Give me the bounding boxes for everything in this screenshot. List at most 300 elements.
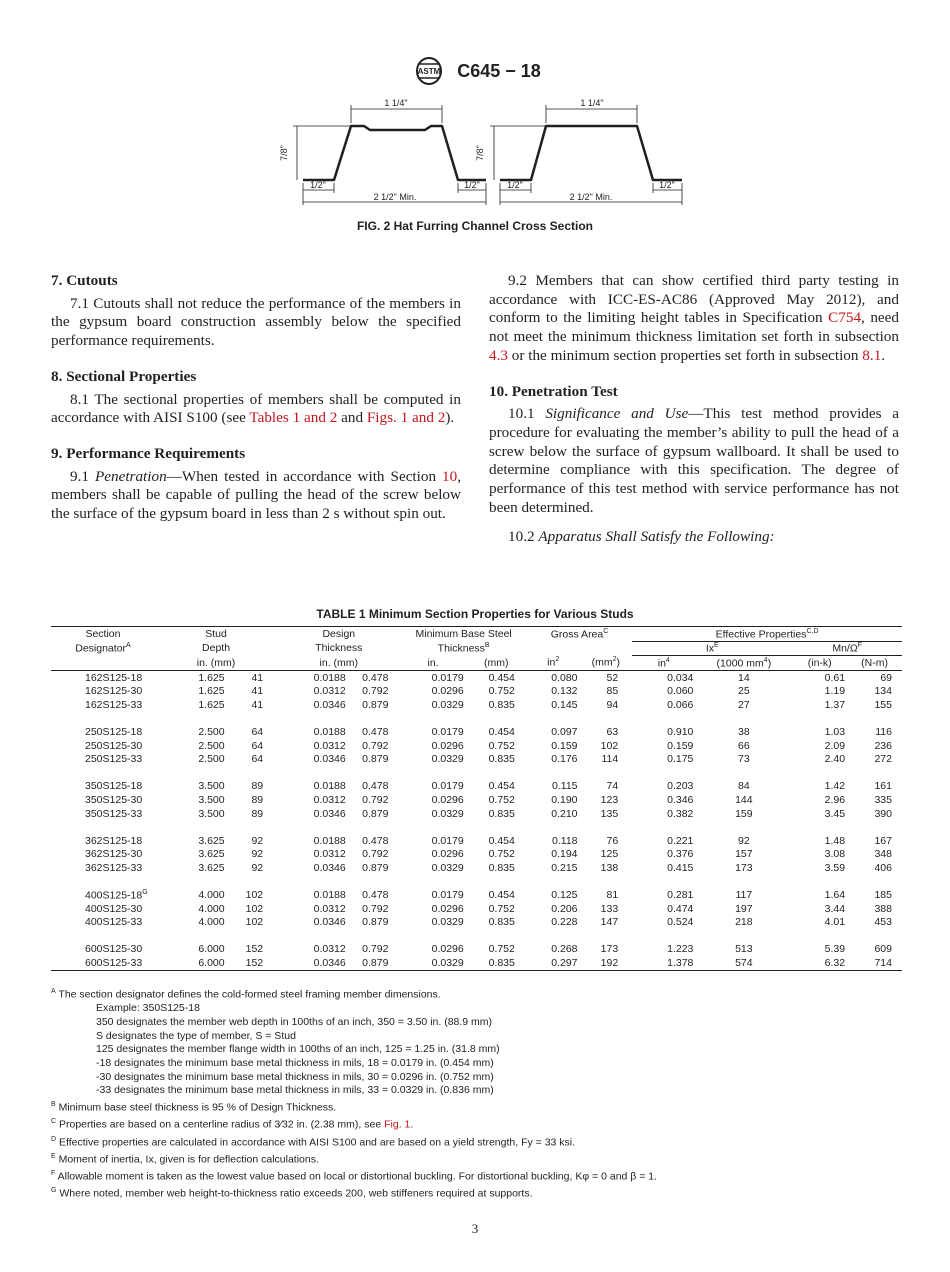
table-cell: 250S125-33 bbox=[85, 753, 143, 766]
table-cell: 69 bbox=[880, 671, 892, 684]
footnote-a-example-2: S designates the type of member, S = Stud bbox=[96, 1029, 296, 1042]
table-cell: 0.0296 bbox=[431, 902, 464, 915]
table-cell: 0.0312 bbox=[313, 685, 346, 698]
table-cell: 92 bbox=[738, 834, 750, 847]
table-cell: 66 bbox=[738, 739, 750, 752]
table-cell: 453 bbox=[874, 916, 892, 929]
table-row bbox=[51, 807, 902, 821]
table-cell: 0.0296 bbox=[431, 793, 464, 806]
table-cell: 1.42 bbox=[824, 780, 846, 793]
table-cell: 0.0188 bbox=[313, 780, 346, 793]
table-cell: 0.478 bbox=[362, 671, 389, 684]
table-cell: 0.268 bbox=[551, 943, 578, 956]
table-cell: 1.03 bbox=[824, 725, 846, 738]
table-cell: 0.0188 bbox=[313, 725, 346, 738]
table-cell: 102 bbox=[600, 739, 619, 752]
table-cell: 1.37 bbox=[824, 698, 846, 711]
table-cell: 362S125-18 bbox=[85, 834, 143, 847]
table-cell: 3.08 bbox=[824, 848, 846, 861]
footnote-g: $^G$ Where noted, member web height-to-thickness ratio exceeds 200, web stiffeners required at supports. bbox=[51, 1187, 533, 1200]
section-10-title: 10. Penetration Test bbox=[489, 382, 618, 400]
section-8-title: 8. Sectional Properties bbox=[51, 367, 197, 385]
table-cell: 406 bbox=[874, 861, 892, 874]
table-cell: 218 bbox=[735, 916, 753, 929]
table-cell: 0.176 bbox=[551, 753, 578, 766]
table-row bbox=[51, 793, 902, 807]
table-cell: 0.879 bbox=[362, 698, 389, 711]
table-cell: 0.478 bbox=[362, 725, 389, 738]
table-cell: 2.500 bbox=[198, 725, 225, 738]
table-cell: 0.118 bbox=[552, 834, 578, 847]
table-cell: 89 bbox=[251, 780, 264, 793]
table-cell: 0.0188 bbox=[313, 834, 346, 847]
table-cell: 0.752 bbox=[488, 848, 515, 861]
table-cell: 173 bbox=[600, 943, 619, 956]
table-row bbox=[51, 861, 902, 875]
table-cell: 0.0346 bbox=[313, 861, 346, 874]
table-row bbox=[51, 915, 902, 929]
table-cell: 0.115 bbox=[552, 780, 578, 793]
dim-base-right: 2 1/2" Min. bbox=[569, 192, 613, 202]
table-row bbox=[51, 888, 902, 902]
table-footnotes bbox=[51, 985, 911, 1201]
table-cell: 1.64 bbox=[824, 889, 846, 902]
table-cell: 102 bbox=[245, 916, 264, 929]
table-cell: 4.000 bbox=[198, 889, 225, 902]
table-cell: 41 bbox=[251, 671, 264, 684]
group-spacer bbox=[51, 929, 902, 943]
table-cell: 144 bbox=[735, 793, 753, 806]
table-cell: 0.752 bbox=[488, 902, 515, 915]
table-cell: 167 bbox=[874, 834, 892, 847]
table-cell: 0.0179 bbox=[431, 780, 464, 793]
table-cell: 3.625 bbox=[198, 848, 225, 861]
table-cell: 133 bbox=[600, 902, 619, 915]
table-cell: 0.792 bbox=[362, 902, 389, 915]
table-cell: 192 bbox=[580, 956, 633, 970]
group-spacer bbox=[51, 766, 902, 780]
table-cell: 0.792 bbox=[362, 793, 389, 806]
page-number: 3 bbox=[471, 1221, 479, 1236]
para-10-2: 10.2 Apparatus Shall Satisfy the Following: bbox=[508, 528, 775, 546]
table-cell: $400S125-18^G$ bbox=[85, 888, 148, 902]
row-footnote-mark: G bbox=[142, 888, 148, 896]
table-cell: 0.125 bbox=[551, 889, 578, 902]
link-fig-1[interactable]: Fig. 1 bbox=[384, 1118, 411, 1131]
table-row bbox=[51, 834, 902, 848]
table-cell: 2.40 bbox=[824, 753, 846, 766]
footnote-a-example-4: -18 designates the minimum base metal thickness in mils, 18 = 0.0179 in. (0.454 mm) bbox=[96, 1057, 494, 1070]
astm-logo-icon bbox=[409, 56, 449, 86]
table-cell: 162S125-33 bbox=[85, 698, 143, 711]
table-row bbox=[51, 902, 902, 916]
table-cell: 0.281 bbox=[667, 889, 694, 902]
table-cell: 0.478 bbox=[362, 889, 389, 902]
table-cell: 0.792 bbox=[362, 943, 389, 956]
table-cell: 0.203 bbox=[667, 780, 694, 793]
table-cell: 0.190 bbox=[551, 793, 578, 806]
table-cell: 0.879 bbox=[348, 956, 401, 970]
table-cell: 0.175 bbox=[667, 753, 694, 766]
link-subsection-8-1[interactable]: 8.1 bbox=[862, 346, 882, 364]
table-cell: 0.454 bbox=[488, 671, 515, 684]
footnote-d: $^D$ Effective properties are calculated in accordance with AISI S100 and are based on a yield strength, Fy = 33 ksi. bbox=[51, 1135, 576, 1149]
table-cell: 0.474 bbox=[667, 902, 694, 915]
table-cell: 0.835 bbox=[488, 916, 515, 929]
table-cell: 714 bbox=[847, 956, 902, 970]
table-cell: 138 bbox=[600, 861, 619, 874]
table-cell: 64 bbox=[251, 739, 264, 752]
table-cell: 0.835 bbox=[466, 956, 527, 970]
svg-text:ASTM: ASTM bbox=[417, 67, 441, 76]
table-cell: 4.000 bbox=[198, 902, 225, 915]
table-cell: 350S125-18 bbox=[85, 780, 143, 793]
table-cell: 84 bbox=[738, 780, 750, 793]
table-cell: 89 bbox=[251, 807, 264, 820]
table-cell: 0.228 bbox=[551, 916, 578, 929]
table-cell: 3.625 bbox=[198, 834, 225, 847]
table-cell: 0.0329 bbox=[431, 753, 464, 766]
table-cell: 162S125-30 bbox=[85, 685, 143, 698]
table-cell: 0.835 bbox=[488, 861, 515, 874]
table-cell: 272 bbox=[874, 753, 892, 766]
footnote-a-example-1: 350 designates the member web depth in 100ths of an inch, 350 = 3.50 in. (88.9 mm) bbox=[96, 1015, 493, 1028]
table-cell: 0.752 bbox=[488, 943, 515, 956]
table-row bbox=[51, 698, 902, 712]
table-cell: 152 bbox=[227, 956, 278, 970]
table-cell: 0.0312 bbox=[313, 902, 346, 915]
table-cell: 0.145 bbox=[551, 698, 578, 711]
table-cell: 92 bbox=[251, 861, 264, 874]
para-7-1: 7.1 Cutouts shall not reduce the performance of the members in the gypsum board construction assembly below the specified performance requirements. bbox=[51, 294, 461, 350]
table-cell: 0.478 bbox=[362, 780, 389, 793]
table-cell: 92 bbox=[251, 848, 264, 861]
table-cell: 2.96 bbox=[824, 793, 846, 806]
table-cell: 0.415 bbox=[667, 861, 694, 874]
table-header: Section Stud Design Minimum Base Steel Gross Area$^C$ Effective Properties$^{C,D}$ Designator$^A$ Depth Thickness Thickness$^B$ $Ix^E$ $Mn/\Omega^F$ in. (mm) in. (mm) in. (mm) $in^2$ $(mm^2)$ $in^4$ (1000 $mm^4$) (in-k) (N-m) bbox=[51, 627, 902, 671]
table-cell: 1.625 bbox=[198, 685, 225, 698]
group-spacer bbox=[51, 712, 902, 726]
table-cell: 25 bbox=[738, 685, 750, 698]
table-cell: 3.59 bbox=[824, 861, 846, 874]
section-7-title: 7. Cutouts bbox=[51, 272, 118, 289]
table-cell: 0.752 bbox=[488, 685, 515, 698]
table-cell: 197 bbox=[735, 902, 753, 915]
table-cell: 0.0346 bbox=[313, 698, 346, 711]
dim-flange-left-1: 1/2" bbox=[310, 180, 326, 190]
table-cell: 89 bbox=[251, 793, 264, 806]
table-cell: 3.500 bbox=[198, 780, 225, 793]
table-cell: 152 bbox=[245, 943, 264, 956]
table-cell: 1.625 bbox=[198, 671, 225, 684]
table-cell: 4.01 bbox=[824, 916, 846, 929]
table-cell: 348 bbox=[874, 848, 892, 861]
figure-caption: FIG. 2 Hat Furring Channel Cross Section bbox=[356, 219, 594, 233]
table-cell: 236 bbox=[874, 739, 892, 752]
table-cell: 3.500 bbox=[198, 793, 225, 806]
table-cell: 3.44 bbox=[824, 902, 846, 915]
table-cell: 64 bbox=[251, 753, 264, 766]
table-cell: 76 bbox=[606, 834, 619, 847]
table-cell: 0.0312 bbox=[313, 739, 346, 752]
table-cell: 0.454 bbox=[488, 834, 515, 847]
table-cell: 0.792 bbox=[362, 848, 389, 861]
table-cell: 1.625 bbox=[198, 698, 225, 711]
table-cell: 0.0296 bbox=[431, 739, 464, 752]
table-cell: 0.0346 bbox=[313, 916, 346, 929]
table-cell: 0.0188 bbox=[313, 889, 346, 902]
table-cell: 0.0179 bbox=[431, 834, 464, 847]
table-cell: 41 bbox=[251, 698, 264, 711]
table-cell: 134 bbox=[874, 685, 892, 698]
dim-top-left: 1 1/4" bbox=[384, 98, 408, 108]
table-cell: 0.835 bbox=[488, 698, 515, 711]
table-cell: 2.09 bbox=[824, 739, 846, 752]
table-cell: 0.835 bbox=[488, 753, 515, 766]
link-tables-1-2[interactable]: Tables 1 and 2 bbox=[249, 409, 338, 427]
table-cell: 0.0312 bbox=[313, 793, 346, 806]
table-cell: 0.0179 bbox=[431, 889, 464, 902]
footnote-a-example-6: -33 designates the minimum base metal thickness in mils, 33 = 0.0329 in. (0.836 mm) bbox=[96, 1084, 494, 1097]
standard-designation: C645 − 18 bbox=[457, 60, 541, 81]
table-cell: 0.159 bbox=[667, 739, 694, 752]
link-figs-1-2[interactable]: Figs. 1 and 2 bbox=[366, 409, 446, 427]
table-cell: 157 bbox=[735, 848, 753, 861]
table-cell: 0.0329 bbox=[431, 698, 464, 711]
table-cell: 116 bbox=[875, 725, 892, 738]
table-cell: 0.0346 bbox=[277, 956, 348, 970]
group-spacer bbox=[51, 875, 902, 889]
table-cell: 0.0346 bbox=[313, 807, 346, 820]
table-cell: 0.080 bbox=[551, 671, 578, 684]
table-cell: 0.454 bbox=[488, 725, 515, 738]
table-cell: 3.500 bbox=[198, 807, 225, 820]
link-section-10[interactable]: 10 bbox=[442, 467, 458, 485]
table-cell: 3.45 bbox=[824, 807, 846, 820]
table-cell: 0.060 bbox=[667, 685, 694, 698]
table-cell: 0.297 bbox=[527, 956, 580, 970]
table-cell: 0.0188 bbox=[313, 671, 346, 684]
table-cell: 0.835 bbox=[488, 807, 515, 820]
table-cell: 185 bbox=[874, 889, 892, 902]
para-8-1: 8.1 The sectional properties of members shall be computed in accordance with AISI S100 (see Tables 1 and 2 and Figs. 1 and 2). bbox=[51, 390, 461, 427]
table-row bbox=[51, 670, 902, 684]
table-cell: 0.221 bbox=[667, 834, 694, 847]
table-cell: 0.61 bbox=[824, 671, 846, 684]
table-cell: 0.0296 bbox=[431, 685, 464, 698]
table-cell: 0.0312 bbox=[313, 848, 346, 861]
table-cell: 0.066 bbox=[667, 698, 694, 711]
table-cell: 350S125-33 bbox=[85, 807, 143, 820]
table-cell: 0.752 bbox=[488, 739, 515, 752]
table-cell: 74 bbox=[606, 780, 619, 793]
table-cell: 0.132 bbox=[551, 685, 578, 698]
table-cell: 41 bbox=[251, 685, 264, 698]
right-column bbox=[489, 272, 899, 558]
footnote-a-example-0: Example: 350S125-18 bbox=[96, 1002, 200, 1015]
table-cell: 609 bbox=[874, 943, 892, 956]
table-cell: 362S125-30 bbox=[85, 848, 143, 861]
table-cell: 73 bbox=[738, 753, 750, 766]
table-cell: 335 bbox=[874, 793, 892, 806]
table-cell: 114 bbox=[601, 753, 619, 766]
table-cell: 0.792 bbox=[362, 685, 389, 698]
table-cell: 3.625 bbox=[198, 861, 225, 874]
table-cell: 81 bbox=[606, 889, 619, 902]
footnote-a-example-5: -30 designates the minimum base metal thickness in mils, 30 = 0.0296 in. (0.752 mm) bbox=[96, 1070, 494, 1083]
table-cell: 1.223 bbox=[667, 943, 694, 956]
table-cell: 250S125-18 bbox=[85, 725, 143, 738]
dim-top-right: 1 1/4" bbox=[580, 98, 604, 108]
table-cell: 388 bbox=[874, 902, 892, 915]
footnote-a: $^A$ The section designator defines the cold-formed steel framing member dimensions. bbox=[51, 988, 441, 1001]
table-cell: 0.034 bbox=[667, 671, 694, 684]
dim-flange-right-1: 1/2" bbox=[507, 180, 523, 190]
table-cell: 0.346 bbox=[667, 793, 694, 806]
table-cell: 400S125-33 bbox=[85, 916, 143, 929]
table-cell: 1.48 bbox=[824, 834, 846, 847]
table-cell: 513 bbox=[735, 943, 753, 956]
table-cell: 0.382 bbox=[667, 807, 694, 820]
table-cell: 0.0346 bbox=[313, 753, 346, 766]
para-9-2: 9.2 Members that can show certified third party testing in accordance with ICC-ES-AC86 (Approved May 2012), and conform to the limiting height tables in Specification C754, need not meet the minimum thickness limitation set forth in subsection 4.3 or the minimum section properties set forth in subsection 8.1. bbox=[489, 272, 899, 364]
table-cell: 600S125-33 bbox=[51, 956, 155, 970]
footnote-b: $^B$ Minimum base steel thickness is 95 % of Design Thickness. bbox=[51, 1101, 337, 1114]
table-cell: 161 bbox=[874, 780, 892, 793]
table-cell: 0.792 bbox=[362, 739, 389, 752]
table-cell: 1.19 bbox=[824, 685, 846, 698]
table-row bbox=[51, 739, 902, 753]
table-cell: 162S125-18 bbox=[85, 671, 143, 684]
table-row bbox=[51, 780, 902, 794]
table-cell: 147 bbox=[600, 916, 619, 929]
table-cell: 0.478 bbox=[362, 834, 389, 847]
table-cell: 0.879 bbox=[362, 861, 389, 874]
table-cell: 63 bbox=[606, 725, 619, 738]
table-cell: 85 bbox=[606, 685, 619, 698]
table-cell: 2.500 bbox=[198, 739, 225, 752]
dim-flange-left-2: 1/2" bbox=[464, 180, 480, 190]
table-cell: 0.454 bbox=[488, 780, 515, 793]
table-row bbox=[51, 943, 902, 957]
table-cell: 94 bbox=[606, 698, 619, 711]
footnote-a-example-3: 125 designates the member flange width in 100ths of an inch, 125 = 1.25 in. (31.8 mm) bbox=[96, 1043, 500, 1056]
table-row bbox=[51, 684, 902, 698]
page-header bbox=[0, 56, 950, 86]
footnote-c: $^C$ Properties are based on a centerline radius of 3⁄32 in. (2.38 mm), see Fig. 1. bbox=[51, 1118, 414, 1131]
table-cell: 0.752 bbox=[488, 793, 515, 806]
table-caption: TABLE 1 Minimum Section Properties for Various Studs bbox=[316, 607, 634, 621]
section-9-title: 9. Performance Requirements bbox=[51, 444, 246, 462]
table-cell: 0.0329 bbox=[400, 956, 465, 970]
table-cell: 14 bbox=[738, 671, 750, 684]
dim-base-left: 2 1/2" Min. bbox=[373, 192, 417, 202]
table-cell: 125 bbox=[600, 848, 619, 861]
table-row bbox=[51, 725, 902, 739]
hat-channel-figure bbox=[270, 95, 690, 213]
table-cell: 92 bbox=[251, 834, 264, 847]
table-cell: 0.159 bbox=[551, 739, 578, 752]
table-cell: 0.454 bbox=[488, 889, 515, 902]
link-c754[interactable]: C754 bbox=[828, 309, 862, 327]
table-cell: 52 bbox=[606, 671, 619, 684]
table-cell: 0.0329 bbox=[431, 916, 464, 929]
table-cell: 0.215 bbox=[551, 861, 578, 874]
footnote-e: $^E$ Moment of inertia, Ix, given is for deflection calculations. bbox=[51, 1152, 319, 1166]
table-cell: 250S125-30 bbox=[85, 739, 143, 752]
table-cell: 159 bbox=[735, 807, 753, 820]
table-cell: 0.524 bbox=[667, 916, 694, 929]
min-section-properties-table bbox=[51, 626, 902, 971]
table-cell: 400S125-30 bbox=[85, 902, 143, 915]
table-cell: 600S125-30 bbox=[85, 943, 143, 956]
table-cell: 0.376 bbox=[667, 848, 694, 861]
para-10-1: 10.1 Significance and Use—This test method provides a procedure for evaluating the member’s ability to pull the head of a screw below the surface of gypsum wallboard. It shall be used to determine compliance with this specification. The degree of performance of this test method with service performance has not been determined. bbox=[489, 405, 899, 516]
para-9-1: 9.1 Penetration—When tested in accordance with Section 10, members shall be capable of pulling the head of the screw below the surface of the gypsum board in less than 2 s without spin out. bbox=[51, 467, 462, 523]
table-cell: 173 bbox=[735, 861, 753, 874]
table-cell: 102 bbox=[245, 902, 264, 915]
table-cell: 135 bbox=[600, 807, 619, 820]
footnote-f: $^F$ Allowable moment is taken as the lowest value based on local or distortional buckling. For distortional buckling, Kφ = 0 and β = 1. bbox=[51, 1169, 658, 1183]
table-cell: 117 bbox=[735, 889, 753, 902]
table-cell: 0.097 bbox=[551, 725, 578, 738]
table-cell: 27 bbox=[738, 698, 750, 711]
group-spacer bbox=[51, 820, 902, 834]
table-cell: 0.206 bbox=[551, 902, 578, 915]
table-cell: 155 bbox=[874, 698, 892, 711]
table-cell: 5.39 bbox=[824, 943, 846, 956]
hat-channel-left bbox=[303, 126, 486, 180]
table-body bbox=[51, 670, 902, 970]
table-cell: 4.000 bbox=[198, 916, 225, 929]
table-cell: 38 bbox=[738, 725, 750, 738]
link-subsection-4-3[interactable]: 4.3 bbox=[489, 346, 508, 364]
table-cell: 0.210 bbox=[551, 807, 578, 820]
table-cell: 574 bbox=[695, 956, 792, 970]
table-row bbox=[51, 956, 902, 970]
table-cell: 0.0179 bbox=[431, 725, 464, 738]
left-column bbox=[51, 272, 461, 535]
table-row bbox=[51, 848, 902, 862]
table-cell: 350S125-30 bbox=[85, 793, 143, 806]
table-cell: 390 bbox=[874, 807, 892, 820]
table-cell: 0.0329 bbox=[431, 861, 464, 874]
dim-flange-right-2: 1/2" bbox=[659, 180, 675, 190]
table-cell: 102 bbox=[245, 889, 264, 902]
table-cell: 0.879 bbox=[362, 916, 389, 929]
table-cell: 0.0296 bbox=[431, 943, 464, 956]
table-cell: 0.194 bbox=[551, 848, 578, 861]
table-cell: 0.879 bbox=[362, 807, 389, 820]
table-cell: 0.0329 bbox=[431, 807, 464, 820]
table-row bbox=[51, 752, 902, 766]
hat-channel-right bbox=[500, 126, 682, 180]
table-cell: 1.378 bbox=[632, 956, 695, 970]
table-cell: 0.910 bbox=[667, 725, 694, 738]
table-cell: 362S125-33 bbox=[85, 861, 143, 874]
table-cell: 0.0296 bbox=[431, 848, 464, 861]
dim-height-left: 7/8" bbox=[279, 145, 289, 161]
table-cell: 0.879 bbox=[362, 753, 389, 766]
table-cell: 123 bbox=[600, 793, 619, 806]
dim-height-right: 7/8" bbox=[475, 145, 485, 161]
table-cell: 0.0179 bbox=[431, 671, 464, 684]
table-cell: 6.32 bbox=[792, 956, 847, 970]
table-cell: 6.000 bbox=[198, 943, 225, 956]
table-cell: 2.500 bbox=[198, 753, 225, 766]
table-cell: 6.000 bbox=[155, 956, 227, 970]
table-cell: 0.0312 bbox=[313, 943, 346, 956]
